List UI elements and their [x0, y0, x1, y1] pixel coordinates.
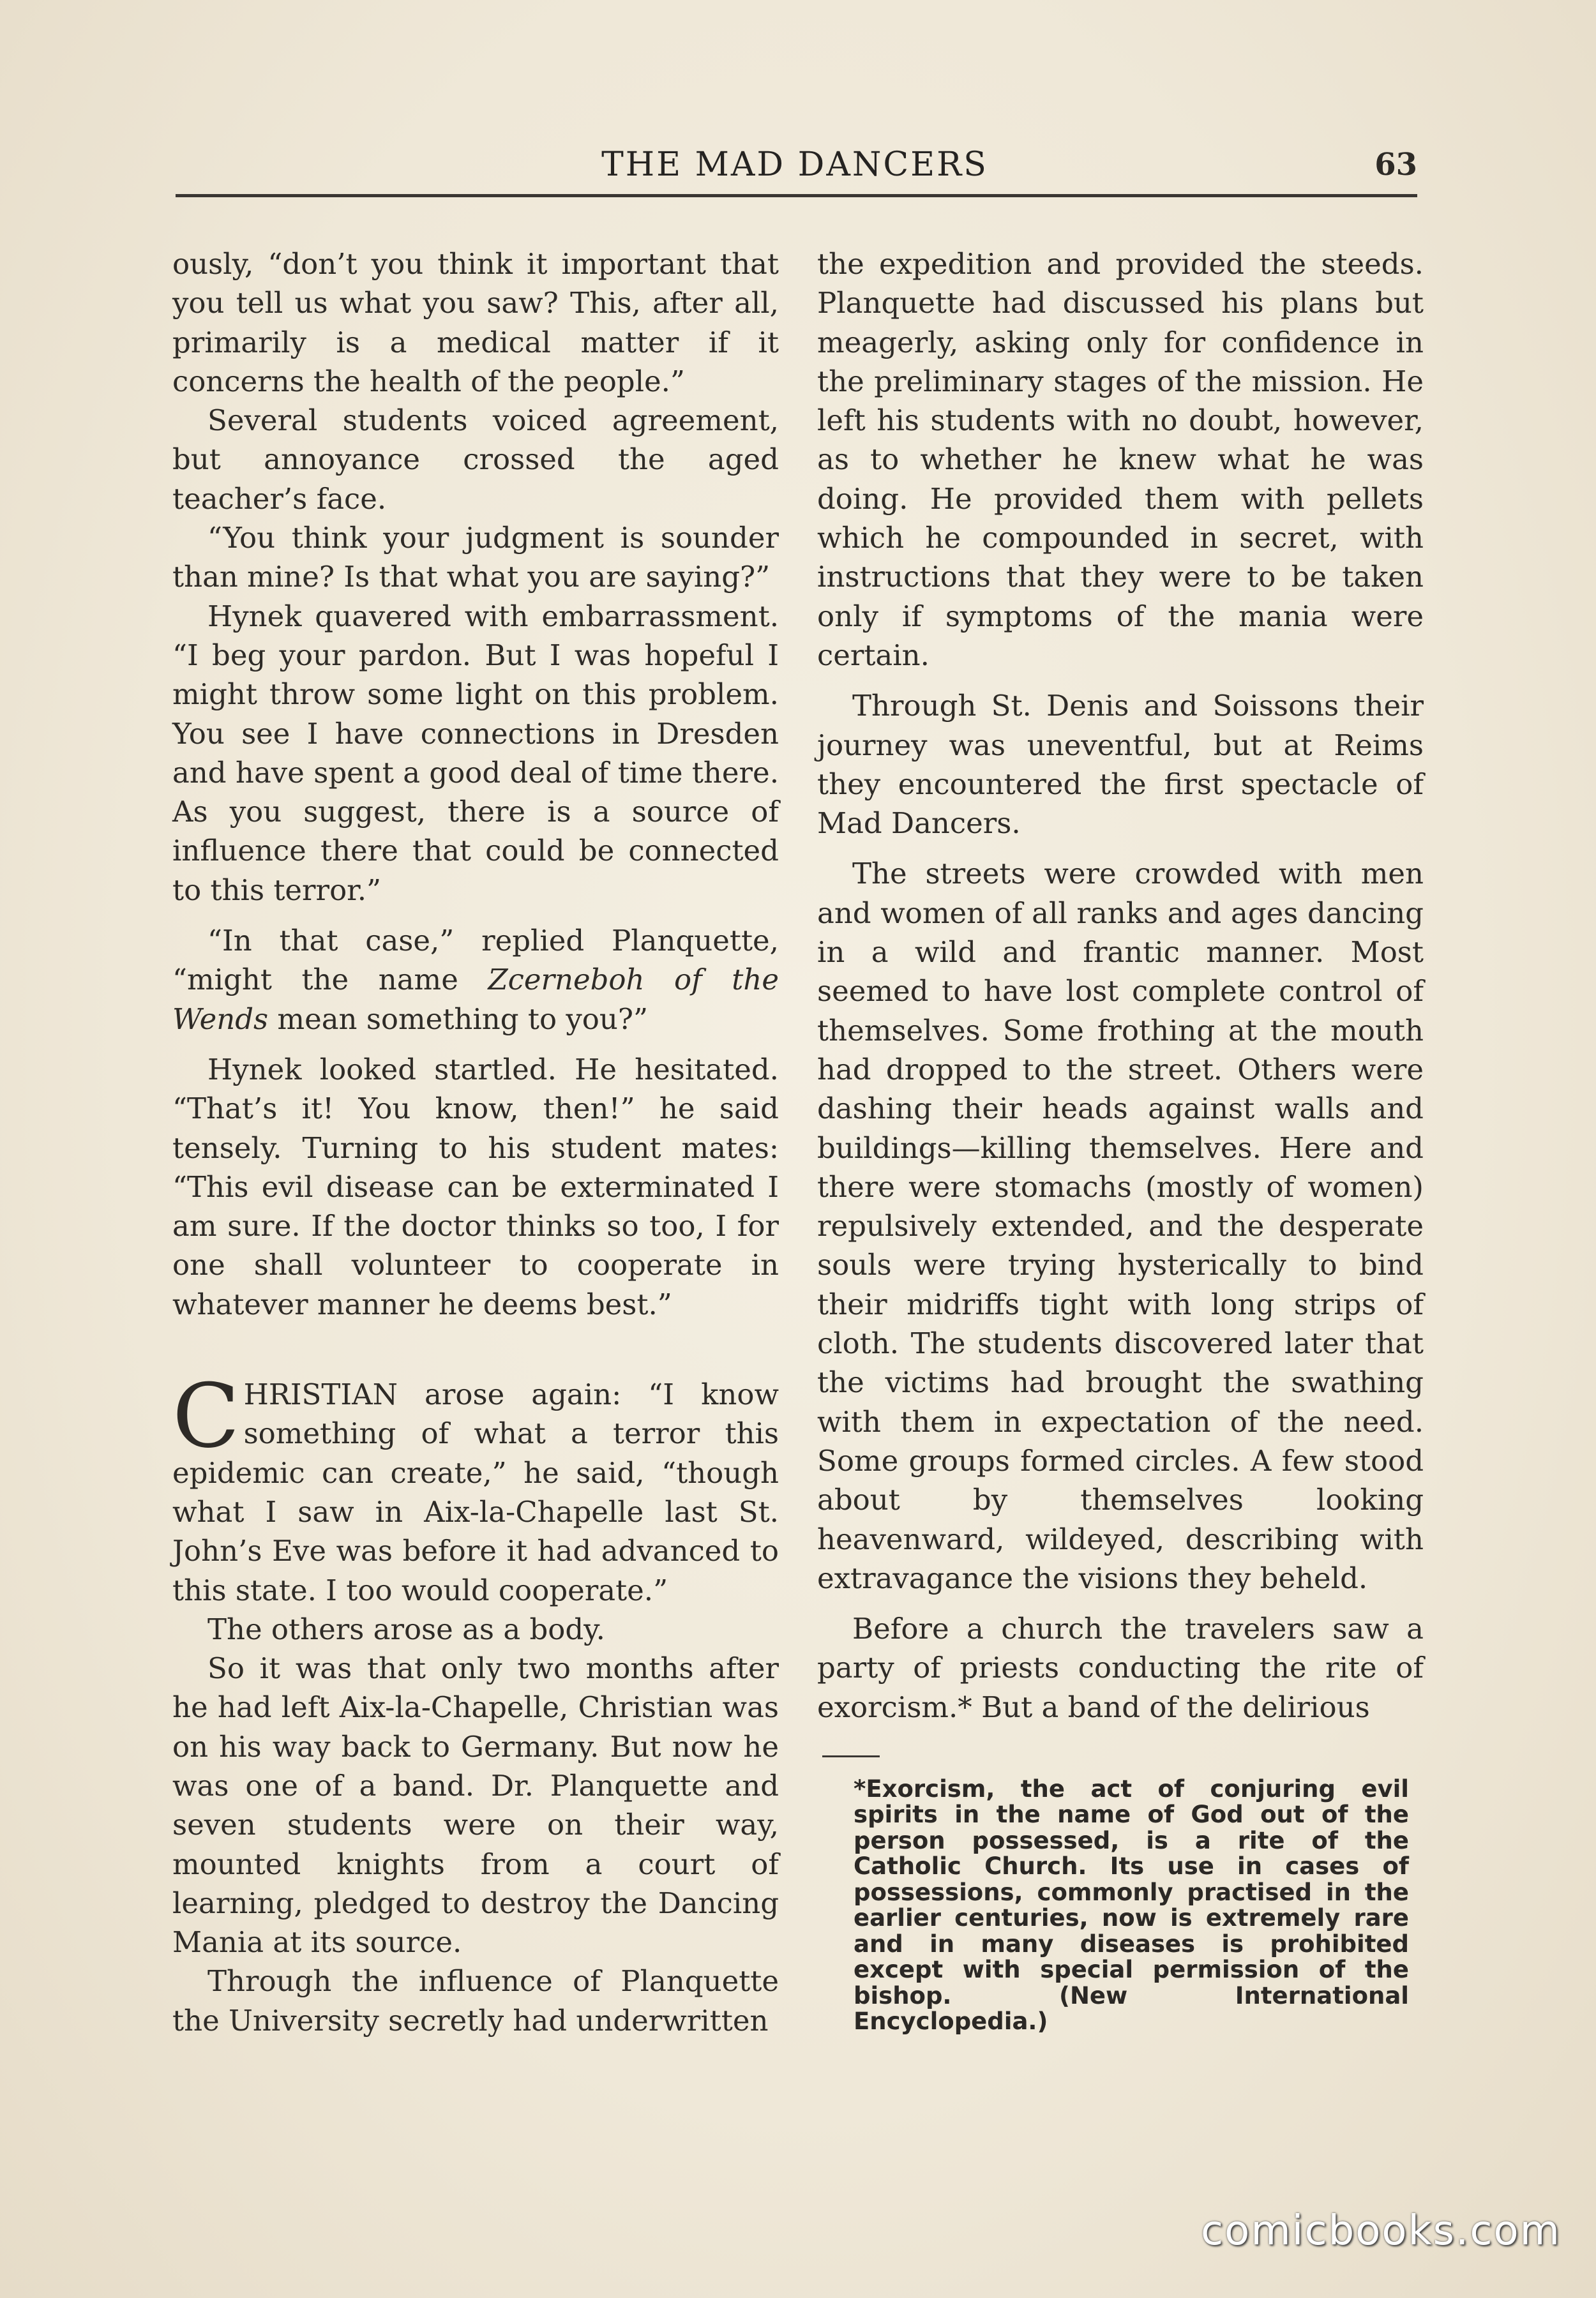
- running-title: THE MAD DANCERS: [601, 146, 988, 184]
- paragraph: So it was that only two months after he had left Aix-la-Chapelle, Christian was on his way back to Germany. But now he was one of a band. Dr. Planquette and seven students were on their way, mounted knights from a court of learning, pledged to destroy the Dancing Mania at its source.: [172, 1651, 779, 1960]
- paragraph-text: mean something to you?”: [268, 1002, 648, 1036]
- paragraph: Hynek looked startled. He hesitated. “That’s it! You know, then!” he said tensely. Turning to his student mates: “This evil disease can be exterminated I am sure. If the doctor thinks so too, I for one shall volunteer to cooperate in whatever manner he deems best.”: [172, 1052, 779, 1321]
- paragraph: Before a church the travelers saw a party of priests conducting the rite of exorcism.* But a band of the delirious: [817, 1612, 1424, 1724]
- paragraph-gap: [172, 910, 779, 921]
- paragraph-text: “In that case,” replied Planquette, “might the name: [172, 924, 779, 997]
- paragraph: the expedition and provided the steeds. Planquette had discussed his plans but meagerly, asking only for confidence in the preliminary stages of the mission. He left his students with no doubt, however, as to whether he knew what he was doing. He provided them with pellets which he compounded in secret, with instructions that they were to be taken only if symptoms of the mania were certain.: [817, 247, 1424, 672]
- paragraph: The others arose as a body.: [207, 1612, 605, 1646]
- paragraph-gap: [817, 843, 1424, 854]
- paragraph: Hynek quavered with embarrassment. “I beg your pardon. But I was hopeful I might throw some light on this problem. You see I have connections in Dresden and have spent a good deal of time there. As you suggest, there is a source of influence there that could be connected to this terror.”: [172, 599, 779, 907]
- paragraph-with-dropcap: [172, 1365, 779, 1610]
- footnote: *Exorcism, the act of conjuring evil spirits in the name of God out of the person possessed, is a rite of the Catholic Church. Its use in cases of possessions, commonly practised in the earlier centuries, now is extremely rare and in many diseases is prohibited except with special permission of the bishop. (New International Encyclopedia.): [854, 1775, 1409, 2036]
- page-number: 63: [1374, 147, 1417, 183]
- paragraph-text: HRISTIAN arose again: “I know something of what a terror this epidemic can create,” he said, “though what I saw in Aix-la-Chapelle last St. John’s Eve was before it had advanced to this state. I too would cooperate.”: [172, 1378, 779, 1607]
- left-column: [172, 244, 779, 2040]
- italic-name: Zcerneboh of the Wends: [172, 963, 779, 1036]
- paragraph: Through the influence of Planquette the University secretly had underwritten: [172, 1964, 779, 2038]
- paragraph: “You think your judgment is sounder than mine? Is that what you are saying?”: [172, 521, 779, 594]
- right-column: [817, 244, 1424, 2035]
- paragraph: The streets were crowded with men and women of all ranks and ages dancing in a wild and frantic manner. Most seemed to have lost complete control of themselves. Some frothing at the mouth had dropped to the street. Others were dashing their heads against walls and buildings—killing themselves. Here and there were stomachs (mostly of women) repulsively extended, and the desperate souls were trying hysterically to bind their midriffs tight with long strips of cloth. The students discovered later that the victims had brought the swathing with them in expectation of the need. Some groups formed circles. A few stood about by themselves looking heavenward, wildeyed, describing with extravagance the visions they beheld.: [817, 857, 1424, 1595]
- section-break: [172, 1324, 779, 1375]
- paragraph-gap: [817, 675, 1424, 686]
- footnote-rule: [822, 1755, 880, 1757]
- paragraph-gap: [172, 1039, 779, 1050]
- paragraph-gap: [817, 1598, 1424, 1609]
- paragraph: Several students voiced agreement, but annoyance crossed the aged teacher’s face.: [172, 403, 779, 516]
- watermark-logo: comicbooks.com: [1200, 2207, 1561, 2255]
- paragraph: [172, 921, 779, 1039]
- drop-cap: C: [172, 1365, 240, 1468]
- page-header: [172, 146, 1417, 190]
- header-rule: [176, 194, 1417, 197]
- paragraph: Through St. Denis and Soissons their journey was uneventful, but at Reims they encountered the first spectacle of Mad Dancers.: [817, 689, 1424, 841]
- paragraph: ously, “don’t you think it important that you tell us what you saw? This, after all, primarily is a medical matter if it concerns the health of the people.”: [172, 247, 779, 398]
